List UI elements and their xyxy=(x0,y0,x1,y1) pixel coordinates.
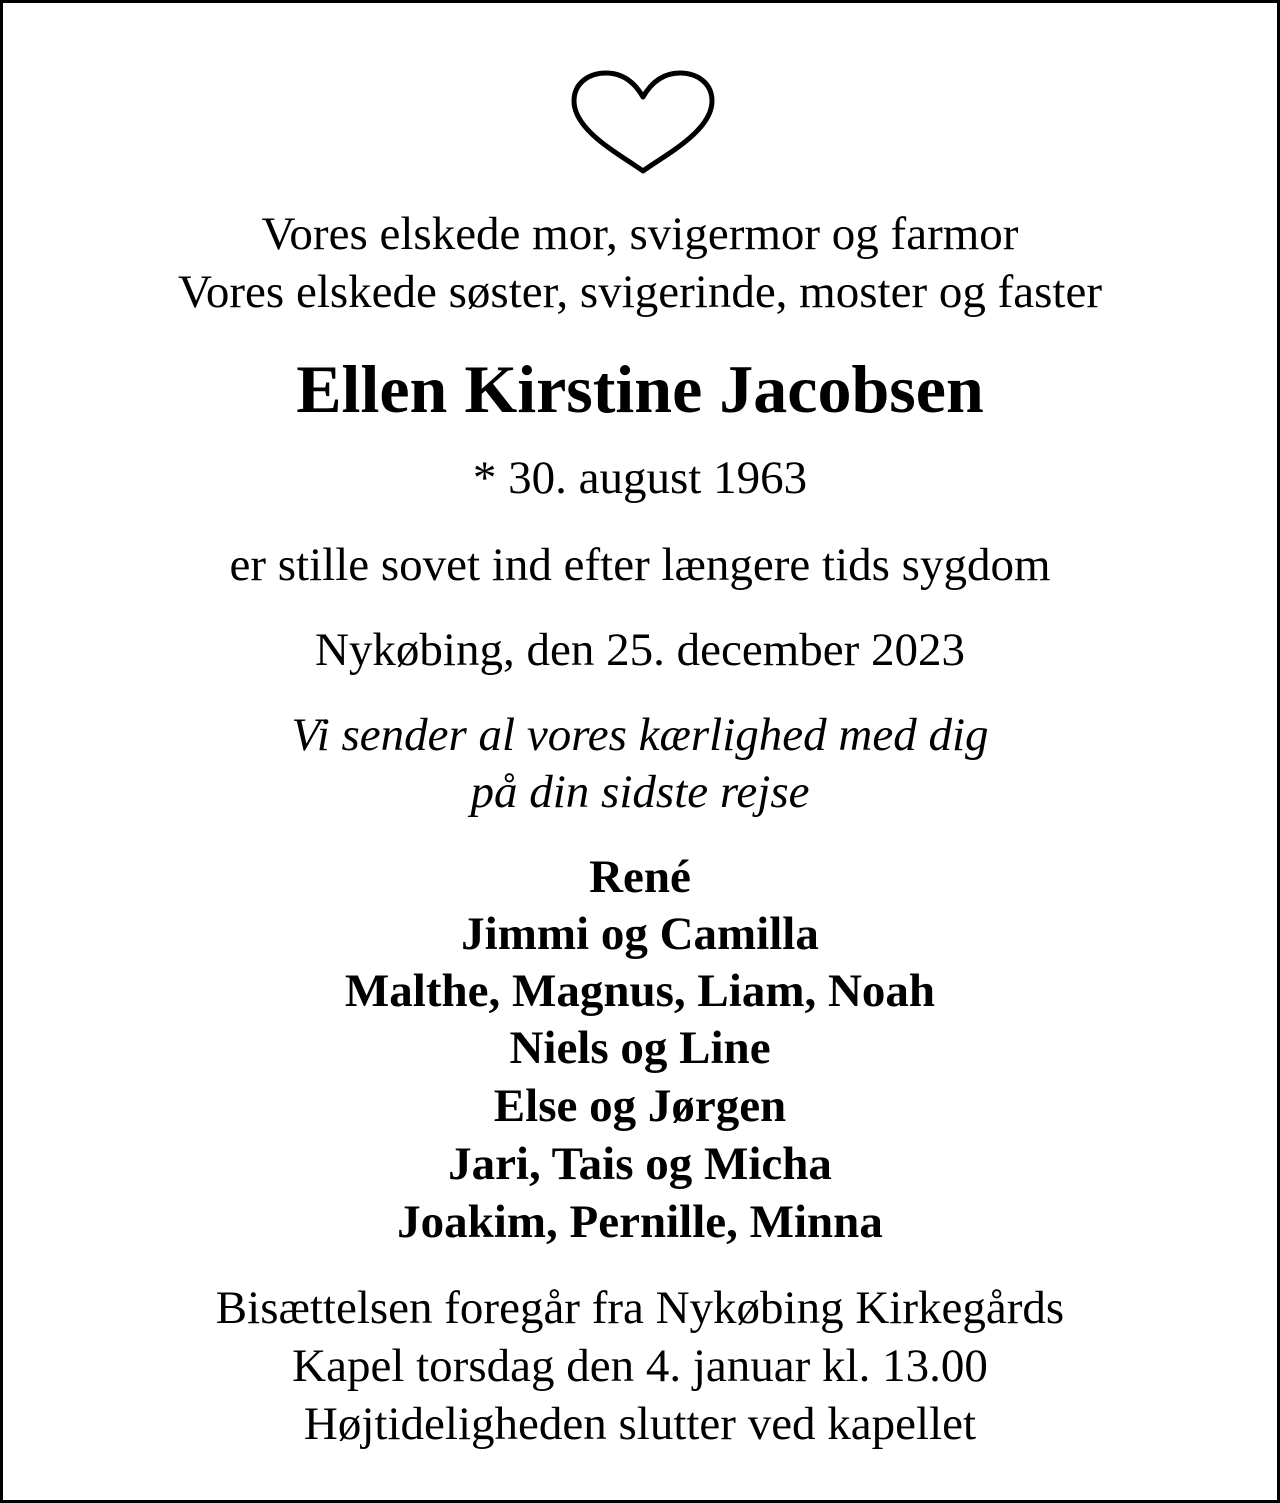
family-member: Jimmi og Camilla xyxy=(461,908,819,960)
farewell-line: Vi sender al vores kærlighed med dig xyxy=(291,709,989,761)
family-member: Malthe, Magnus, Liam, Noah xyxy=(344,965,936,1017)
funeral-info: Bisættelsen foregår fra Nykøbing Kirkegårds xyxy=(215,1282,1065,1334)
passing-text: er stille sovet ind efter længere tids sygdom xyxy=(229,539,1051,591)
funeral-info: Højtideligheden slutter ved kapellet xyxy=(303,1398,977,1450)
family-member: René xyxy=(589,851,691,903)
intro-line: Vores elskede mor, svigermor og farmor xyxy=(261,208,1019,260)
heart-icon xyxy=(569,69,717,175)
place-date: Nykøbing, den 25. december 2023 xyxy=(314,624,965,676)
family-member: Else og Jørgen xyxy=(493,1080,787,1132)
birth-date: * 30. august 1963 xyxy=(472,452,808,504)
family-member: Joakim, Pernille, Minna xyxy=(397,1196,883,1248)
intro-line: Vores elskede søster, svigerinde, moster og faster xyxy=(178,266,1102,318)
family-member: Jari, Tais og Micha xyxy=(448,1138,832,1190)
family-member: Niels og Line xyxy=(509,1022,771,1074)
funeral-info: Kapel torsdag den 4. januar kl. 13.00 xyxy=(292,1340,988,1392)
deceased-name: Ellen Kirstine Jacobsen xyxy=(296,351,984,427)
farewell-line: på din sidste rejse xyxy=(470,766,810,818)
